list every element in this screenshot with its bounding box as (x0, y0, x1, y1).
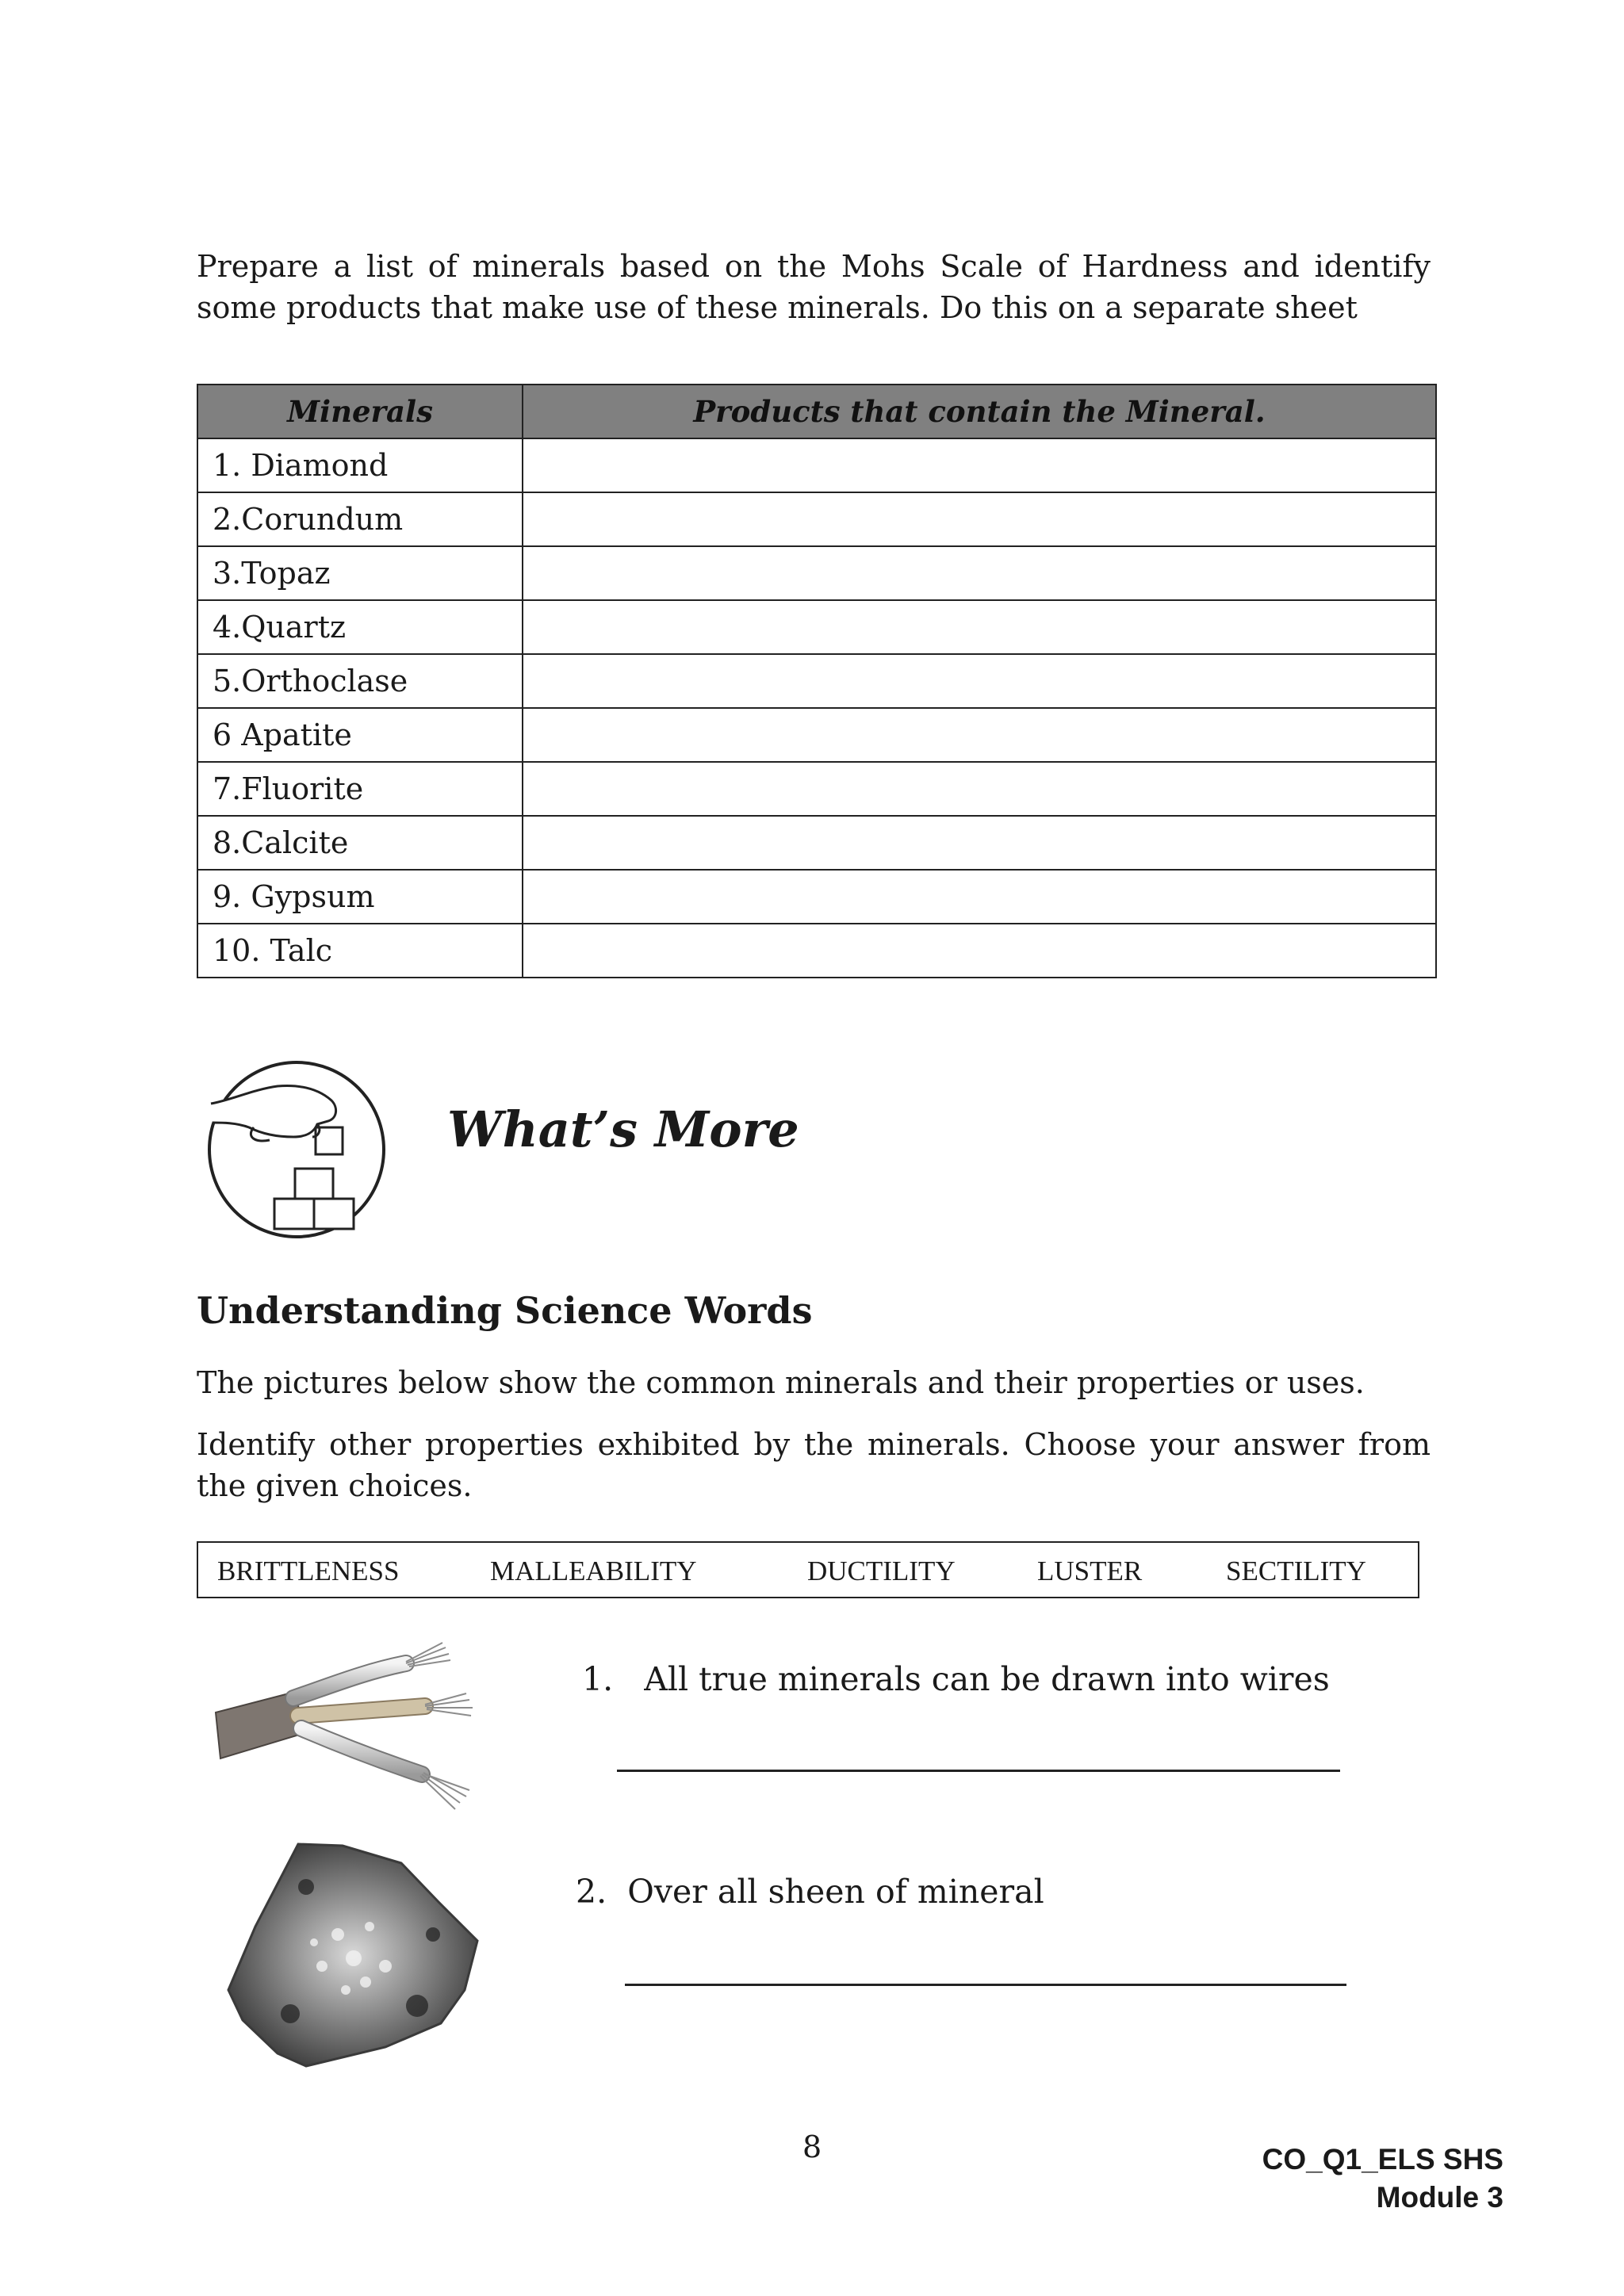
column-header-products: Products that contain the Mineral. (523, 385, 1436, 438)
module-code-line-1: CO_Q1_ELS SHS (1262, 2143, 1503, 2175)
product-cell[interactable] (523, 438, 1436, 492)
module-code-line-2: Module 3 (1376, 2181, 1503, 2214)
mineral-cell: 1. Diamond (197, 438, 523, 492)
question-1 (582, 1660, 1330, 1698)
mineral-cell: 6 Apatite (197, 708, 523, 762)
question-2-text: Over all sheen of mineral (627, 1873, 1044, 1911)
answer-line-1[interactable] (617, 1770, 1340, 1772)
product-cell[interactable] (523, 870, 1436, 924)
table-row (197, 546, 1436, 600)
mineral-cell: 8.Calcite (197, 816, 523, 870)
product-cell[interactable] (523, 492, 1436, 546)
table-row (197, 600, 1436, 654)
product-cell[interactable] (523, 708, 1436, 762)
table-row (197, 870, 1436, 924)
choice-malleability: MALLEABILITY (490, 1556, 697, 1586)
choice-sectility: SECTILITY (1226, 1556, 1366, 1586)
choices-box (197, 1541, 1419, 1598)
mineral-cell: 10. Talc (197, 924, 523, 978)
product-cell[interactable] (523, 546, 1436, 600)
table-row (197, 924, 1436, 978)
hand-stacking-blocks-icon (198, 1054, 396, 1245)
choice-luster: LUSTER (1037, 1556, 1143, 1586)
minerals-table (197, 384, 1437, 978)
column-header-minerals: Minerals (197, 385, 523, 438)
table-row (197, 438, 1436, 492)
whats-more-heading: What’s More (447, 1100, 799, 1158)
section-paragraph-2: Identify other properties exhibited by the minerals. Choose your answer from the given choices. (197, 1427, 1431, 1503)
product-cell[interactable] (523, 816, 1436, 870)
product-cell[interactable] (523, 600, 1436, 654)
mineral-cell: 5.Orthoclase (197, 654, 523, 708)
question-2-number: 2. (576, 1873, 607, 1911)
table-row (197, 762, 1436, 816)
section-title: Understanding Science Words (197, 1289, 813, 1332)
section-paragraph-1: The pictures below show the common minerals and their properties or uses. (197, 1365, 1365, 1400)
table-row (197, 492, 1436, 546)
product-cell[interactable] (523, 762, 1436, 816)
product-cell[interactable] (523, 924, 1436, 978)
choice-ductility: DUCTILITY (807, 1556, 956, 1586)
question-1-number: 1. (582, 1660, 614, 1698)
module-code (1262, 2141, 1503, 2217)
choice-brittleness: BRITTLENESS (217, 1556, 400, 1586)
mineral-cell: 9. Gypsum (197, 870, 523, 924)
mineral-cell: 7.Fluorite (197, 762, 523, 816)
table-row (197, 816, 1436, 870)
mineral-cell: 4.Quartz (197, 600, 523, 654)
intro-paragraph: Prepare a list of minerals based on the Mohs Scale of Hardness and identify some products that make use of these minerals. Do this on a separate sheet (197, 249, 1431, 325)
question-1-text: All true minerals can be drawn into wires (644, 1660, 1330, 1698)
answer-line-2[interactable] (625, 1984, 1346, 1986)
mineral-cell: 3.Topaz (197, 546, 523, 600)
table-row (197, 654, 1436, 708)
mineral-cell: 2.Corundum (197, 492, 523, 546)
product-cell[interactable] (523, 654, 1436, 708)
question-2 (576, 1873, 1044, 1911)
shiny-mineral-rock-image (227, 1839, 488, 2069)
table-row (197, 708, 1436, 762)
table-header-row (197, 385, 1436, 438)
page-number: 8 (802, 2130, 822, 2164)
electrical-wires-image (208, 1640, 525, 1830)
